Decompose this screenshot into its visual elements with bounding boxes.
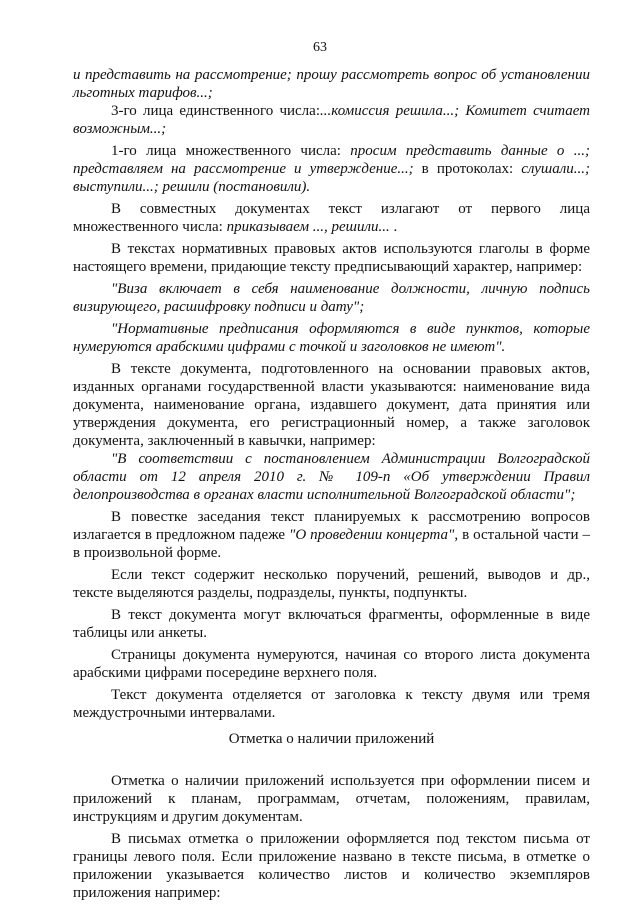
text-run: В повестке заседания текст планируемых к рассмотрению вопросов излагается в предложном падеже (73, 509, 590, 543)
italic-run: ...комиссия решила...; Комитет считает возможным...; (73, 103, 591, 137)
italic-run: слушали...; выступили...; решили (постановили). (73, 161, 590, 195)
paragraph-10: Если текст содержит несколько поручений, решений, выводов и др., тексте выделяются разделы, подразделы, пункты, подпункты. (73, 567, 590, 601)
paragraph-14: Отметка о наличии приложений используется при оформлении писем и приложений к планам, программам, отчетам, положениям, правилам, инструкциям и другим документам. (73, 773, 590, 825)
italic-run: "О проведении концерта" (289, 527, 455, 543)
paragraph-4: В текстах нормативных правовых актов используются глаголы в форме настоящего времени, придающие тексту предписывающий характер, например: (73, 241, 590, 275)
text-run: , в остальной части – в произвольной форме. (73, 527, 590, 561)
text-run: 3-го лица единственного числа: (111, 103, 320, 119)
document-body (73, 66, 590, 902)
text-run: . (389, 219, 398, 235)
paragraph-8: "В соответствии с постановлением Администрации Волгоградской области от 12 апреля 2010 г. № 109-п «Об утверждении Правил делопроизводства в органах власти исполнительной Волгоградской области"; (73, 451, 590, 503)
paragraph-6: "Нормативные предписания оформляются в виде пунктов, которые нумеруются арабскими цифрами с точкой и заголовков не имеют". (73, 321, 590, 355)
paragraph-11: В текст документа могут включаться фрагменты, оформленные в виде таблицы или анкеты. (73, 607, 590, 641)
text-run: в протоколах: (413, 161, 522, 177)
paragraph-12: Страницы документа нумеруются, начиная со второго листа документа арабскими цифрами посередине верхнего поля. (73, 647, 590, 681)
paragraph-0: и представить на рассмотрение; прошу рассмотреть вопрос об установлении льготных тарифов...; (73, 67, 590, 101)
text-run: 1-го лица множественного числа: (111, 143, 351, 159)
text-run: В совместных документах текст излагают от первого лица множественного числа: (73, 201, 590, 235)
paragraph-3 (73, 200, 590, 236)
page-number: 63 (313, 40, 327, 55)
paragraph-2 (73, 142, 590, 196)
paragraph-7: В тексте документа, подготовленного на основании правовых актов, изданных органами государственной власти указываются: наименование вида документа, наименование органа, издавшего документ, дата принятия или утверждения документа, его регистрационный номер, а также заголовок документа, заключенный в кавычки, например: (73, 361, 590, 449)
paragraph-9 (73, 508, 590, 562)
paragraph-13: Текст документа отделяется от заголовка к тексту двумя или тремя междустрочными интервалами. (73, 687, 590, 721)
paragraph-1 (73, 102, 590, 138)
italic-run: просим представить данные о ...; представляем на рассмотрение и утверждение...; (73, 143, 590, 177)
paragraph-15: В письмах отметка о приложении оформляется под текстом письма от границы левого поля. Если приложение названо в тексте письма, в отметке о приложении указывается количество листов и количество экземпляров приложения например: (73, 831, 590, 901)
paragraph-5: "Виза включает в себя наименование должности, личную подпись визирующего, расшифровку подписи и дату"; (73, 281, 590, 315)
section-heading: Отметка о наличии приложений (228, 731, 435, 747)
italic-run: приказываем ..., решили... (226, 219, 390, 235)
